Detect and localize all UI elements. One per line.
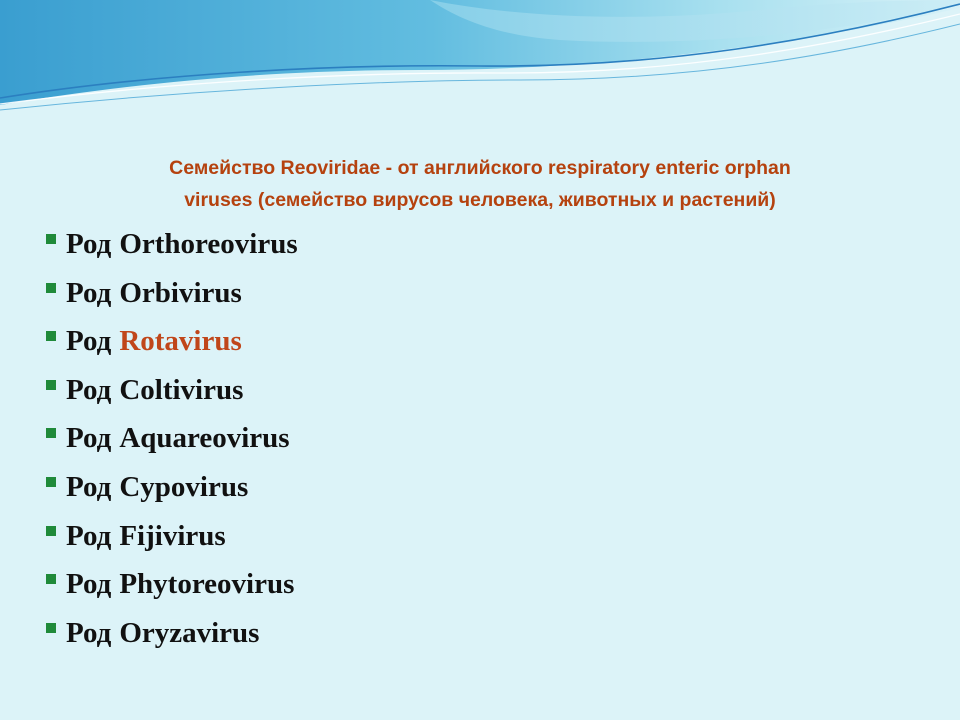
genus-prefix: Род [66, 228, 112, 260]
slide-title [40, 152, 920, 216]
genus-name-rotavirus: Rotavirus [119, 325, 242, 358]
square-bullet-icon [46, 428, 56, 438]
genus-prefix: Род [66, 325, 112, 358]
genus-item [46, 467, 298, 516]
square-bullet-icon [46, 526, 56, 536]
genus-prefix: Род [66, 519, 112, 552]
genus-prefix: Род [66, 568, 112, 601]
title-line-2: viruses (семейство вирусов человека, животных и растений) [184, 189, 776, 211]
genus-item [46, 370, 298, 419]
genus-item [46, 418, 298, 467]
genus-prefix: Род [66, 276, 112, 309]
genus-name-oryzavirus: Oryzavirus [119, 616, 260, 649]
genus-name-aquareovirus: Aquareovirus [119, 422, 290, 455]
square-bullet-icon [46, 574, 56, 584]
genus-item [46, 224, 298, 273]
genus-item [46, 564, 298, 613]
decorative-wave-header [0, 0, 960, 120]
genus-list [46, 224, 298, 661]
square-bullet-icon [46, 234, 56, 244]
genus-name-fijivirus: Fijivirus [119, 519, 226, 552]
genus-name-orbivirus: Orbivirus [119, 276, 242, 309]
square-bullet-icon [46, 380, 56, 390]
genus-item [46, 613, 298, 662]
genus-name-phytoreovirus: Phytoreovirus [119, 568, 295, 601]
genus-item [46, 273, 298, 322]
square-bullet-icon [46, 331, 56, 341]
genus-prefix: Род [66, 422, 112, 455]
genus-name-orthoreovirus: Orthoreovirus [119, 228, 298, 260]
genus-prefix: Род [66, 470, 112, 503]
genus-item [46, 321, 298, 370]
title-line-1: Семейство Reoviridae - от английского respiratory enteric orphan [169, 157, 791, 179]
genus-prefix: Род [66, 616, 112, 649]
square-bullet-icon [46, 623, 56, 633]
genus-item [46, 516, 298, 565]
square-bullet-icon [46, 477, 56, 487]
genus-name-coltivirus: Coltivirus [119, 373, 244, 406]
square-bullet-icon [46, 283, 56, 293]
genus-prefix: Род [66, 373, 112, 406]
genus-name-cypovirus: Cypovirus [119, 470, 249, 503]
